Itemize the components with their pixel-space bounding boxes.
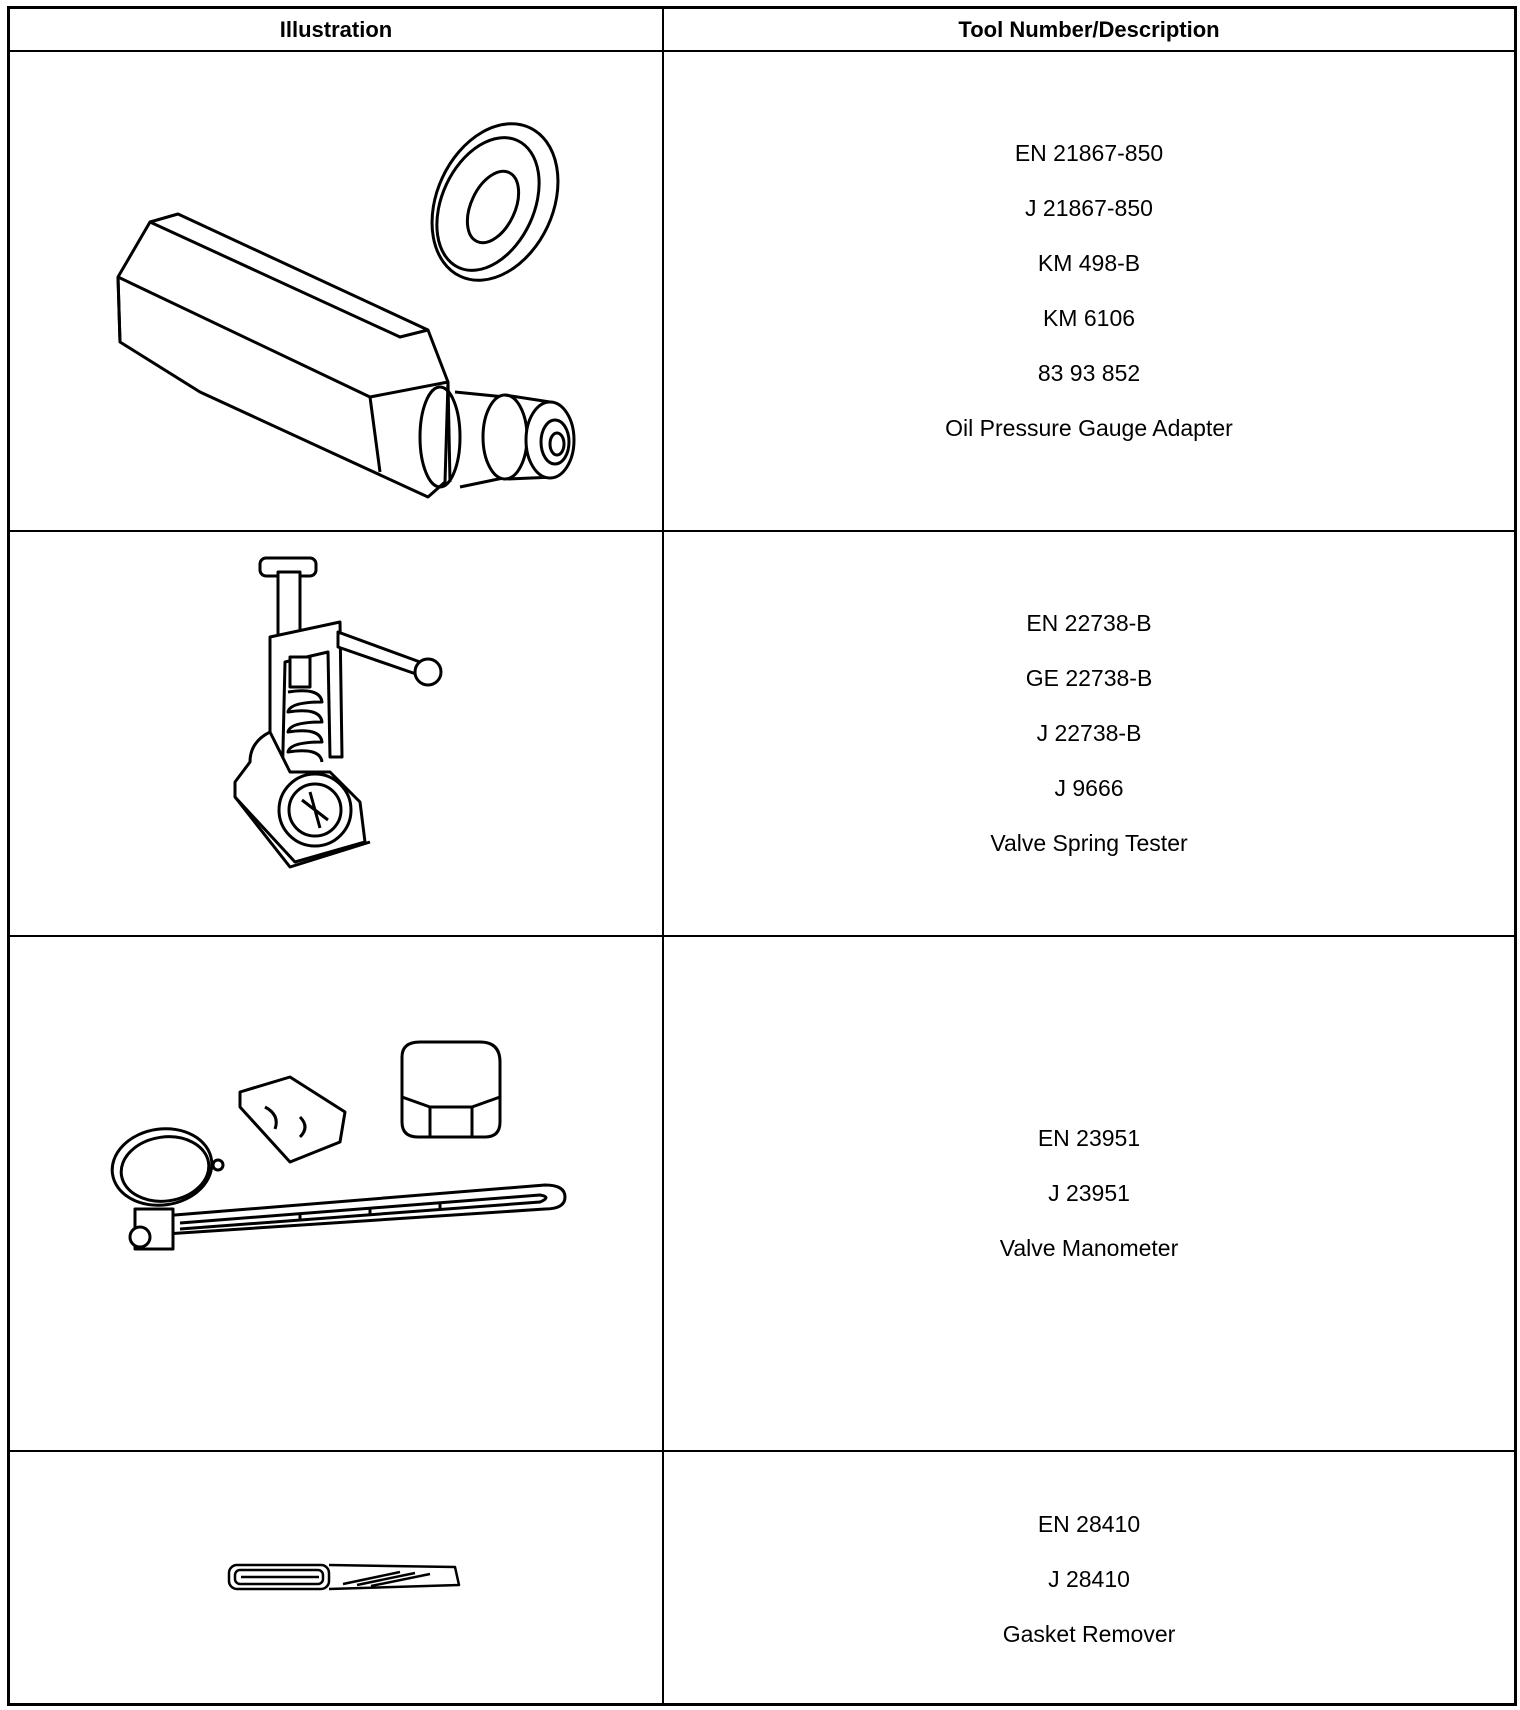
tool-number: J 23951 (1048, 1180, 1130, 1206)
tool-description: Oil Pressure Gauge Adapter (945, 415, 1233, 441)
tool-number: J 28410 (1048, 1565, 1130, 1592)
description-cell (664, 52, 1514, 530)
oil-pressure-gauge-adapter-illustration (110, 92, 580, 502)
table-row (10, 52, 1514, 532)
description-cell (664, 937, 1514, 1450)
illustration-cell (10, 532, 662, 935)
table-header (10, 9, 1514, 52)
tool-description: Gasket Remover (1002, 1620, 1176, 1647)
tool-number: J 22738-B (1036, 720, 1142, 746)
tool-number: KM 6106 (1042, 305, 1136, 331)
illustration-cell (10, 1452, 662, 1706)
valve-spring-tester-illustration (230, 552, 500, 892)
table-row (10, 532, 1514, 937)
tool-number: J 9666 (1054, 775, 1124, 801)
illustration-cell (10, 52, 662, 530)
tool-number: J 21867-850 (1025, 195, 1153, 221)
gasket-remover-illustration (225, 1557, 465, 1597)
header-illustration: Illustration (279, 17, 393, 42)
table-row (10, 1452, 1514, 1706)
tool-number: EN 28410 (1037, 1510, 1141, 1537)
tool-number: EN 21867-850 (1014, 140, 1164, 166)
tool-number: EN 23951 (1037, 1125, 1141, 1151)
tool-description: Valve Spring Tester (990, 830, 1188, 856)
tool-number: KM 498-B (1037, 250, 1141, 276)
header-tool-description: Tool Number/Description (958, 17, 1220, 42)
tool-table (7, 6, 1517, 1706)
tool-description: Valve Manometer (999, 1235, 1179, 1261)
table-row (10, 937, 1514, 1452)
tool-number: GE 22738-B (1025, 665, 1153, 691)
tool-number: 83 93 852 (1037, 360, 1141, 386)
tool-number: EN 22738-B (1026, 610, 1152, 636)
valve-manometer-illustration (100, 1037, 590, 1277)
description-cell (664, 532, 1514, 935)
illustration-cell (10, 937, 662, 1450)
description-cell (664, 1452, 1514, 1706)
